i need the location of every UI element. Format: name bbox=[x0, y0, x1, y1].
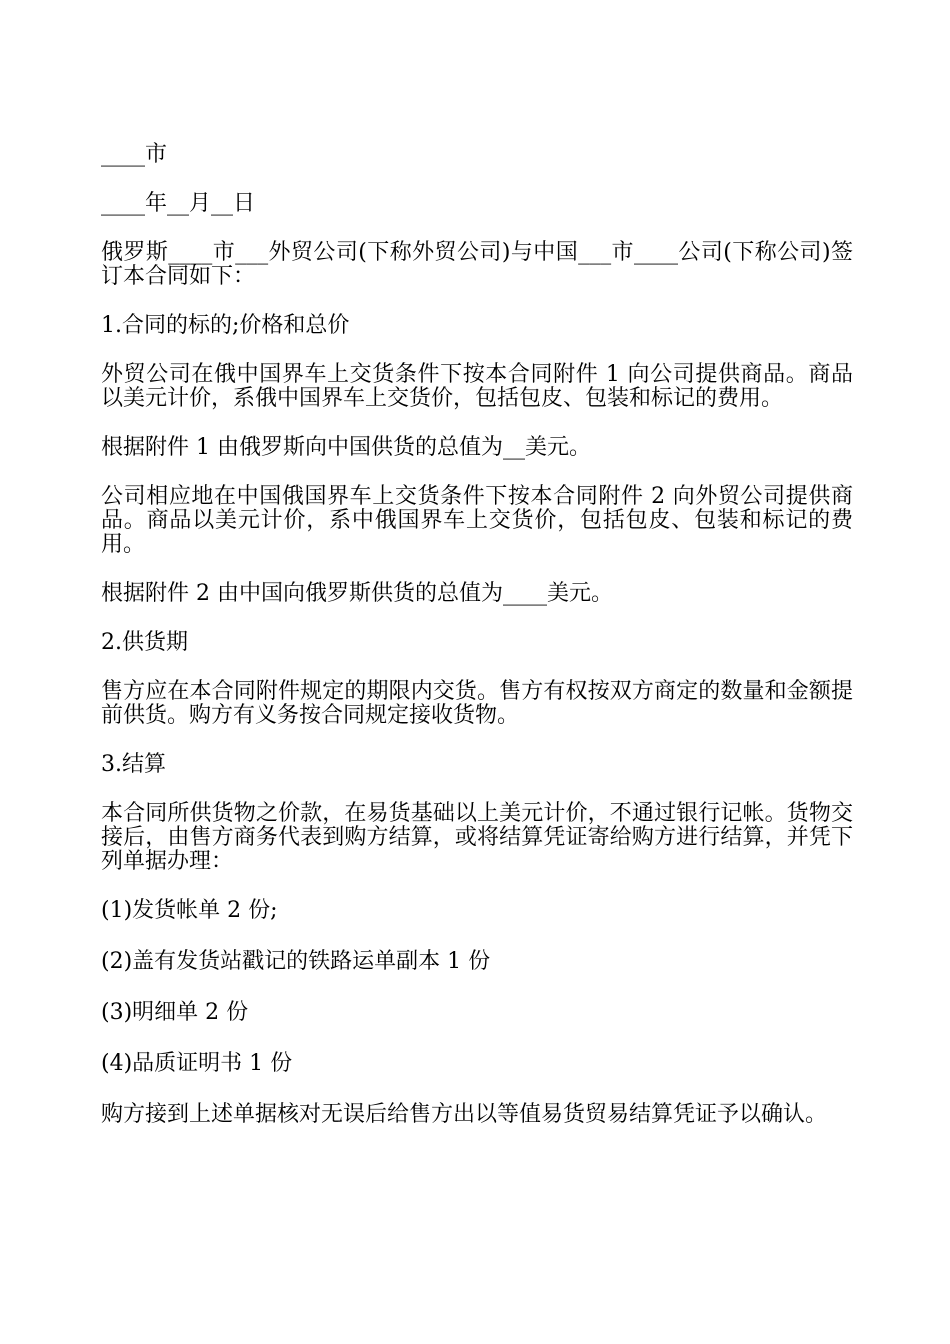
city-line: ____市 bbox=[101, 142, 168, 167]
clause-paragraph: 外贸公司在俄中国界车上交货条件下按本合同附件 1 向公司提供商品。商品以美元计价，系俄中国界车上交货价，包括包皮、包装和标记的费用。 bbox=[101, 362, 853, 411]
clause-paragraph: 售方应在本合同附件规定的期限内交货。售方有权按双方商定的数量和金额提前供货。购方有义务按合同规定接收货物。 bbox=[101, 679, 853, 728]
clause-paragraph: 根据附件 1 由俄罗斯向中国供货的总值为__美元。 bbox=[101, 435, 591, 460]
clause-paragraph: 公司相应地在中国俄国界车上交货条件下按本合同附件 2 向外贸公司提供商品。商品以美元计价，系中俄国界车上交货价，包括包皮、包装和标记的费用。 bbox=[101, 484, 853, 557]
contract-document bbox=[101, 143, 853, 1127]
clause-paragraph: 本合同所供货物之价款，在易货基础以上美元计价，不通过银行记帐。货物交接后，由售方商务代表到购方结算，或将结算凭证寄给购方进行结算，并凭下列单据办理： bbox=[101, 801, 853, 874]
date-line: ____年__月__日 bbox=[101, 191, 256, 216]
clause-paragraph: 购方接到上述单据核对无误后给售方出以等值易货贸易结算凭证予以确认。 bbox=[101, 1102, 828, 1127]
section-heading-settlement: 3.结算 bbox=[101, 752, 166, 777]
section-heading-subject-price: 1.合同的标的;价格和总价 bbox=[101, 313, 350, 338]
section-heading-delivery-period: 2.供货期 bbox=[101, 630, 188, 655]
preamble-paragraph: 俄罗斯____市___外贸公司(下称外贸公司)与中国___市____公司(下称公司)签订本合同如下： bbox=[101, 240, 853, 289]
list-item: (3)明细单 2 份 bbox=[101, 1000, 249, 1025]
list-item: (2)盖有发货站戳记的铁路运单副本 1 份 bbox=[101, 949, 491, 974]
list-item: (1)发货帐单 2 份; bbox=[101, 898, 278, 923]
clause-paragraph: 根据附件 2 由中国向俄罗斯供货的总值为____美元。 bbox=[101, 581, 613, 606]
list-item: (4)品质证明书 1 份 bbox=[101, 1051, 293, 1076]
